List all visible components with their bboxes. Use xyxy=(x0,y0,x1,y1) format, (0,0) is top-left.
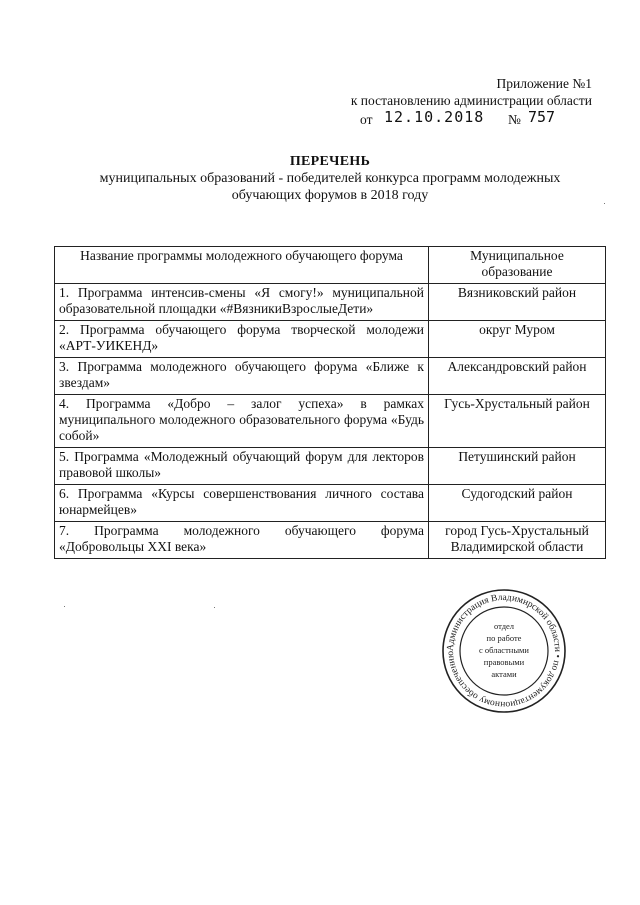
date-prefix: от xyxy=(360,112,373,127)
column-header-municipality: Муниципальное образование xyxy=(429,247,606,284)
table-header-row xyxy=(55,247,606,284)
stamp-center-line: с областными xyxy=(479,645,529,655)
decree-date: 12.10.2018 xyxy=(384,108,485,126)
municipality-cell: город Гусь-Хрустальный Владимирской области xyxy=(429,522,606,559)
municipality-cell: Петушинский район xyxy=(429,448,606,485)
decree-number: 757 xyxy=(528,108,556,126)
official-stamp xyxy=(440,587,568,715)
municipality-cell: Александровский район xyxy=(429,358,606,395)
program-cell: 1. Программа интенсив-смены «Я смогу!» муниципальной образовательной площадки «#ВязникиВзрослыеДети» xyxy=(55,284,429,321)
title-subtitle-line1: муниципальных образований - победителей конкурса программ молодежных xyxy=(99,171,561,186)
table-row xyxy=(55,395,606,448)
stamp-center-line: актами xyxy=(491,669,517,679)
winners-table xyxy=(54,246,606,559)
table-row xyxy=(55,321,606,358)
program-cell: 4. Программа «Добро – залог успеха» в рамках муниципального молодежного образовательного форума «Будь собой» xyxy=(55,395,429,448)
table-row xyxy=(55,284,606,321)
stamp-center-text xyxy=(479,621,529,679)
appendix-title: Приложение №1 xyxy=(496,76,592,91)
scan-speck xyxy=(64,606,65,607)
column-header-program: Название программы молодежного обучающего форума xyxy=(55,247,429,284)
appendix-date-row xyxy=(300,109,592,131)
appendix-decree: к постановлению администрации области xyxy=(350,93,592,108)
municipality-cell: Судогодский район xyxy=(429,485,606,522)
number-prefix: № xyxy=(508,112,521,127)
stamp-center-line: по работе xyxy=(486,633,522,643)
stamp-center-line: отдел xyxy=(493,621,515,631)
title-subtitle-line2: обучающих форумов в 2018 году xyxy=(231,188,429,203)
table-row xyxy=(55,448,606,485)
document-title xyxy=(60,153,600,204)
program-cell: 5. Программа «Молодежный обучающий форум для лекторов правовой школы» xyxy=(55,448,429,485)
stamp-center-line: правовыми xyxy=(483,657,525,667)
table-row xyxy=(55,485,606,522)
scan-speck xyxy=(604,203,605,204)
municipality-cell: Гусь-Хрустальный район xyxy=(429,395,606,448)
program-cell: 6. Программа «Курсы совершенствования личного состава юнармейцев» xyxy=(55,485,429,522)
table-row xyxy=(55,522,606,559)
title-heading: ПЕРЕЧЕНЬ xyxy=(289,154,371,169)
table-row xyxy=(55,358,606,395)
municipality-cell: Вязниковский район xyxy=(429,284,606,321)
scan-speck xyxy=(214,607,215,608)
program-cell: 7. Программа молодежного обучающего форума «Добровольцы XXI века» xyxy=(55,522,429,559)
stamp-ring-textpath: Администрация Владимирской области • по документационному обеспечению xyxy=(445,592,563,710)
appendix-block xyxy=(300,75,592,131)
program-cell: 2. Программа обучающего форума творческой молодежи «АРТ-УИКЕНД» xyxy=(55,321,429,358)
municipality-cell: округ Муром xyxy=(429,321,606,358)
program-cell: 3. Программа молодежного обучающего форума «Ближе к звездам» xyxy=(55,358,429,395)
